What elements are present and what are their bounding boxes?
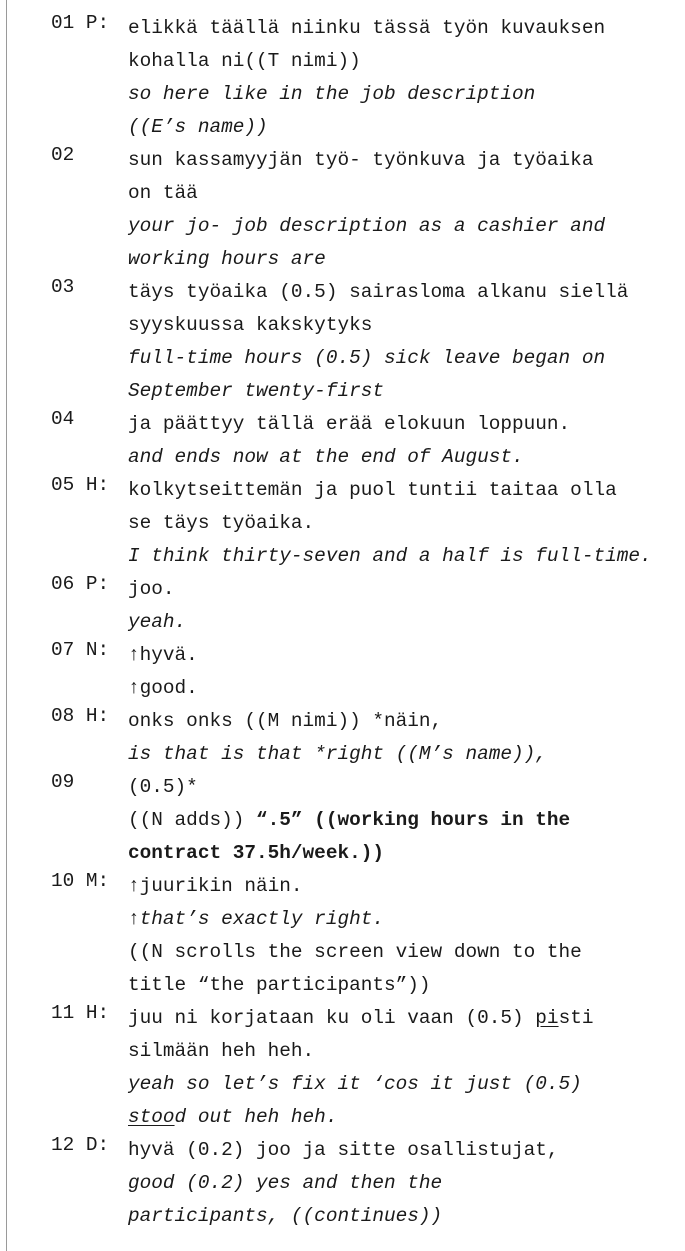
line-segment: your jo- job description as a cashier and [128,215,606,237]
transcript-turn [51,573,685,639]
transcript-line [128,606,685,639]
transcript-line [128,408,685,441]
line-segment: is that is that *right ((M’s name)), [128,743,547,765]
turn-number-label: 01 P: [51,12,110,34]
line-segment: kolkytseittemän ja puol tuntii taitaa olla [128,479,617,501]
turn-lines [128,276,685,408]
line-segment: joo. [128,578,175,600]
transcript-line [128,507,685,540]
line-segment: that’s exactly right. [139,908,385,930]
line-segment: ((N adds)) [128,809,256,831]
transcript-line [128,45,685,78]
transcript-turn [51,408,685,474]
line-segment: sti [558,1007,594,1029]
transcript-line [128,12,685,45]
line-segment: ((E’s name)) [128,116,268,138]
turn-lines [128,771,685,870]
transcript-turn [51,870,685,1002]
transcript-line [128,705,685,738]
line-segment: täys työaika (0.5) sairasloma alkanu siellä [128,281,629,303]
turn-number-label: 10 M: [51,870,110,892]
transcript-line [128,474,685,507]
turn-number-label: 11 H: [51,1002,110,1024]
transcript-turn [51,144,685,276]
transcript-line [128,738,685,771]
transcript-line [128,342,685,375]
transcript-line [128,672,685,705]
line-segment: onks onks ((M nimi)) *näin, [128,710,443,732]
line-segment: and ends now at the end of August. [128,446,524,468]
line-segment: juu ni korjataan ku oli vaan (0.5) [128,1007,536,1029]
transcript-line [128,375,685,408]
line-segment: kohalla ni((T nimi)) [128,50,361,72]
transcript-turn [51,12,685,144]
line-segment: yeah. [128,611,187,633]
line-segment: ↑juurikin näin. [128,875,303,897]
line-segment: full-time hours (0.5) sick leave began on [128,347,606,369]
line-segment: title “the participants”)) [128,974,431,996]
line-segment: yeah so let’s fix it ‘cos it just (0.5) [128,1073,582,1095]
line-segment: elikkä täällä niinku tässä työn kuvauksen [128,17,606,39]
turn-lines [128,12,685,144]
turn-number-label: 06 P: [51,573,110,595]
line-segment: hyvä (0.2) joo ja sitte osallistujat, [128,1139,559,1161]
line-segment: good (0.2) yes and then the [128,1172,443,1194]
line-segment: September twenty-first [128,380,384,402]
turn-lines [128,474,685,573]
line-segment: ↑good. [128,677,198,699]
line-segment: ↑ [128,908,140,930]
transcript-line [128,1035,685,1068]
transcript-line [128,111,685,144]
line-segment: se täys työaika. [128,512,315,534]
turn-lines [128,870,685,1002]
line-segment: pi [535,1007,559,1029]
transcript-line [128,210,685,243]
transcript-line [128,804,685,837]
transcript-line [128,276,685,309]
transcript-line [128,1101,685,1134]
turn-lines [128,639,685,705]
line-segment: “.5” ((working hours in the [256,809,571,831]
line-segment: contract 37.5h/week.)) [128,842,384,864]
turn-lines [128,573,685,639]
transcript-line [128,540,685,573]
turn-number-label: 09 [51,771,75,793]
transcript-line [128,1068,685,1101]
line-segment: sun kassamyyjän työ- työnkuva ja työaika [128,149,594,171]
line-segment: ja päättyy tällä erää elokuun loppuun. [128,413,571,435]
transcript-line [128,441,685,474]
transcript-line [128,309,685,342]
turn-number-label: 07 N: [51,639,110,661]
line-segment: on tää [128,182,198,204]
line-segment: participants, ((continues)) [128,1205,443,1227]
turn-lines [128,705,685,771]
transcript-line [128,771,685,804]
line-segment: working hours are [128,248,326,270]
transcript-line [128,243,685,276]
transcript-line [128,144,685,177]
transcript-line [128,177,685,210]
transcript-turn [51,639,685,705]
turn-number-label: 05 H: [51,474,110,496]
turn-number-label: 03 [51,276,75,298]
turn-lines [128,1134,685,1233]
transcript [51,12,685,1233]
left-border-rule [6,0,7,1251]
line-segment: I think thirty-seven and a half is full-time. [128,545,652,567]
transcript-turn [51,276,685,408]
line-segment: (0.5)* [128,776,198,798]
turn-number-label: 02 [51,144,75,166]
transcript-line [128,936,685,969]
line-segment: stoo [128,1106,175,1128]
transcript-line [128,1002,685,1035]
transcript-line [128,573,685,606]
transcript-turn [51,474,685,573]
transcript-line [128,903,685,936]
line-segment: ↑hyvä. [128,644,198,666]
line-segment: ((N scrolls the screen view down to the [128,941,582,963]
transcript-line [128,870,685,903]
turn-lines [128,408,685,474]
turn-number-label: 12 D: [51,1134,110,1156]
turn-number-label: 08 H: [51,705,110,727]
transcript-turn [51,1134,685,1233]
transcript-line [128,1200,685,1233]
turn-number-label: 04 [51,408,75,430]
transcript-line [128,1134,685,1167]
line-segment: so here like in the job description [128,83,536,105]
line-segment: d out heh heh. [174,1106,338,1128]
turn-lines [128,144,685,276]
transcript-line [128,78,685,111]
transcript-line [128,1167,685,1200]
transcript-line [128,969,685,1002]
line-segment: silmään heh heh. [128,1040,315,1062]
transcript-line [128,639,685,672]
transcript-turn [51,705,685,771]
transcript-turn [51,1002,685,1134]
line-segment: syyskuussa kakskytyks [128,314,373,336]
transcript-line [128,837,685,870]
transcript-turn [51,771,685,870]
turn-lines [128,1002,685,1134]
